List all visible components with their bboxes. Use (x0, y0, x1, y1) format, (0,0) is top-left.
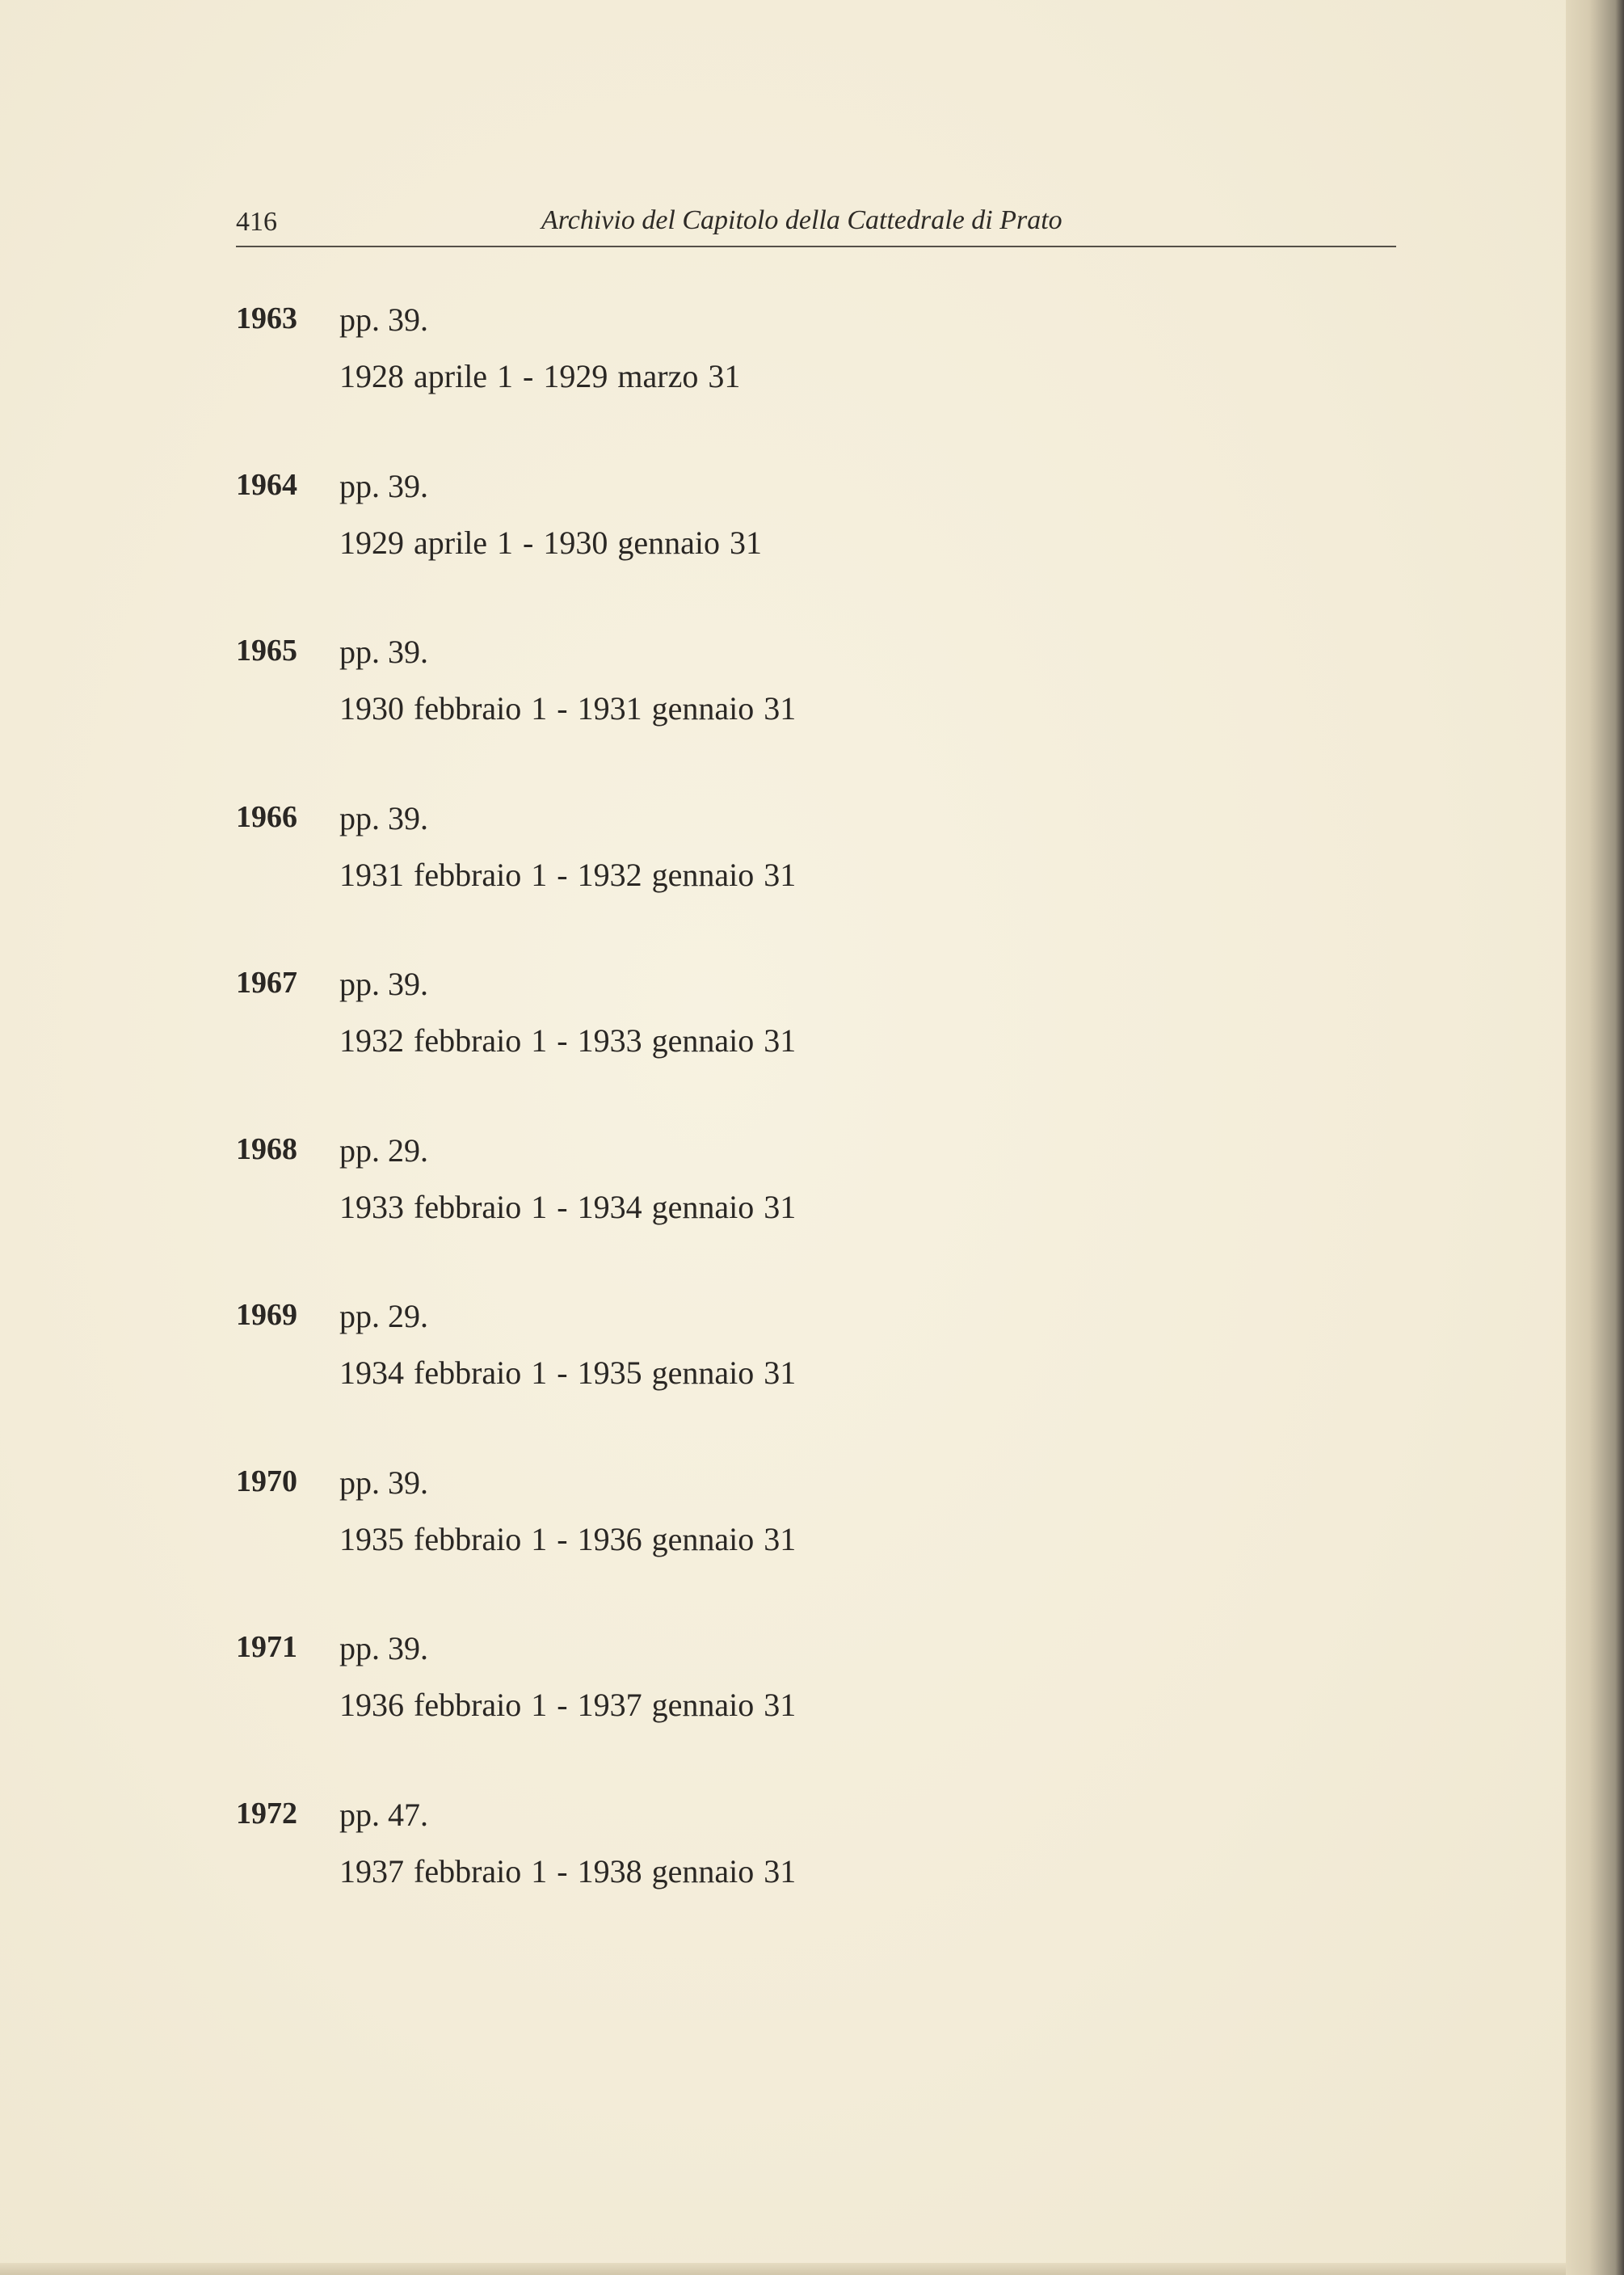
list-item (236, 799, 1125, 966)
entry-pages: pp. 39. (339, 1630, 428, 1666)
entry-dates: 1933 febbraio 1 - 1934 gennaio 31 (339, 1188, 797, 1225)
entry-dates: 1929 aprile 1 - 1930 gennaio 31 (339, 524, 762, 561)
list-item (236, 1629, 1125, 1796)
entry-dates: 1931 febbraio 1 - 1932 gennaio 31 (339, 856, 797, 893)
entry-pages: pp. 29. (339, 1131, 428, 1169)
list-item (236, 965, 1125, 1131)
entry-number: 1967 (236, 966, 297, 1000)
entry-pages: pp. 29. (339, 1298, 428, 1334)
entry-dates: 1937 febbraio 1 - 1938 gennaio 31 (339, 1852, 797, 1890)
entry-dates: 1936 febbraio 1 - 1937 gennaio 31 (339, 1687, 797, 1723)
entry-number: 1964 (236, 467, 297, 502)
entry-pages: pp. 39. (339, 467, 428, 504)
entry-number: 1971 (236, 1630, 297, 1664)
list-item (236, 1464, 1125, 1630)
list-item (236, 467, 1125, 634)
entry-number: 1966 (236, 799, 297, 834)
page-edge (1566, 0, 1624, 2275)
entry-dates: 1935 febbraio 1 - 1936 gennaio 31 (339, 1520, 797, 1557)
list-item (236, 1131, 1125, 1298)
entry-pages: pp. 39. (339, 966, 428, 1002)
entry-pages: pp. 39. (339, 1464, 428, 1501)
entry-number: 1968 (236, 1131, 297, 1166)
entry-number: 1970 (236, 1464, 297, 1498)
entry-pages: pp. 39. (339, 634, 428, 670)
entry-pages: pp. 39. (339, 301, 428, 338)
entry-dates: 1928 aprile 1 - 1929 marzo 31 (339, 358, 741, 394)
page-header (236, 204, 1396, 247)
entry-pages: pp. 39. (339, 799, 428, 836)
list-item (236, 301, 1125, 467)
entry-number: 1965 (236, 634, 297, 668)
list-item (236, 1297, 1125, 1464)
running-title: Archivio del Capitolo della Cattedrale di Prato (541, 205, 1062, 235)
entry-number: 1972 (236, 1796, 297, 1831)
entry-dates: 1934 febbraio 1 - 1935 gennaio 31 (339, 1354, 797, 1391)
entry-number: 1963 (236, 301, 297, 335)
entry-list (236, 301, 1125, 1961)
entry-pages: pp. 47. (339, 1796, 428, 1833)
bottom-page-edge (0, 2263, 1566, 2275)
page-number: 416 (236, 207, 277, 237)
entry-number: 1969 (236, 1298, 297, 1332)
list-item (236, 633, 1125, 799)
entry-dates: 1932 febbraio 1 - 1933 gennaio 31 (339, 1022, 797, 1059)
list-item (236, 1796, 1125, 1962)
entry-dates: 1930 febbraio 1 - 1931 gennaio 31 (339, 690, 797, 727)
